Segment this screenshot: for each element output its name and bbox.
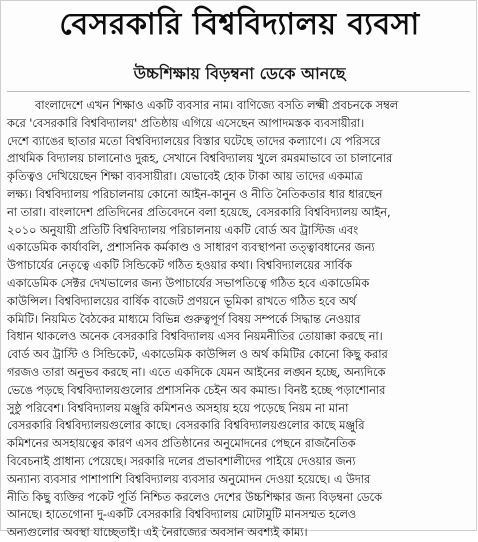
body-line: ভেঙে পড়ছে বিশ্ববিদ্যালয়গুলোর প্রশাসনিক চেইন অব কমান্ড। বিনষ্ট হচ্ছে পড়াশোনার [7, 383, 386, 397]
article-body [7, 97, 472, 540]
body-line: নীতি কিছু ব্যক্তির পকেট পূর্তি নিশ্চিত করলেও দেশের উচ্চশিক্ষার জন্য বিড়ম্বনা ডেকে [7, 490, 382, 504]
body-line: গরজও তারা অনুভব করছে না। এতে একদিকে যেমন আইনের লঙ্ঘন হচ্ছে, অন্যদিকে [7, 365, 386, 379]
body-line: সুষ্ঠু পরিবেশ। বিশ্ববিদ্যালয় মঞ্জুরি কমিশনও অসহায় হয়ে পড়েছে নিয়ম না মানা [7, 401, 349, 415]
body-line: বিবেচনাই প্রাধান্য পেয়েছে। সরকারি দলের প্রভাবশালীদের পাইয়ে দেওয়ার জন্য [7, 454, 356, 468]
body-line: কৃতিত্বও দেখিয়েছেন শিক্ষা ব্যবসায়ীরা। যেভাবেই হোক টাকা আয় তাদের একমাত্র [7, 170, 363, 184]
body-line: না তারা। বাংলাদেশ প্রতিদিনের প্রতিবেদনে বলা হয়েছে, বেসরকারি বিশ্ববিদ্যালয় আইন, [7, 205, 391, 219]
body-line: কমিশনের অসহায়ত্বের কারণ এসব প্রতিষ্ঠানের অনুমোদনের পেছনে রাজনৈতিক [7, 437, 356, 451]
body-line: লক্ষ্য। বিশ্ববিদ্যালয় পরিচালনায় কোনো আইন-কানুন ও নীতি নৈতিকতার ধার ধারছেন [7, 187, 383, 201]
body-line: করে 'বেসরকারি বিশ্ববিদ্যালয়' প্রতিষ্ঠায় এগিয়ে এসেছেন আপাদমস্তক ব্যবসায়ীরা। [7, 116, 365, 130]
body-line: দেশে ব্যাঙের ছাতার মতো বিশ্ববিদ্যালয়ের বিস্তার ঘটেছে তাদের কল্যাণে। যে পরিসরে [7, 134, 381, 148]
subheadline: উচ্চশিক্ষায় বিড়ম্বনা ডেকে আনছে [133, 64, 346, 83]
body-line: বিধান থাকলেও অনেক বেসরকারি বিশ্ববিদ্যালয় এসব নিয়মনীতির তোয়াক্কা করছে না। [7, 330, 383, 344]
body-line: অন্যান্য ব্যবসার পাশাপাশি বিশ্ববিদ্যালয় ব্যবসার অনুমোদন দেওয়া হয়েছে। এ উদার [7, 472, 371, 486]
body-line: বাংলাদেশে এখন শিক্ষাও একটি ব্যবসার নাম। বাণিজ্যে বসতি লক্ষ্মী প্রবচনকে সম্বল [35, 99, 399, 112]
body-line: বোর্ড অব ট্রাস্টি ও সিন্ডিকেট, একাডেমিক কাউন্সিল ও অর্থ কমিটির কোনো কিছু করার [7, 348, 388, 362]
body-line: একাডেমিক সেক্টর দেখভালের জন্য উপাচার্যের সভাপতিত্বে গঠিত হবে একাডেমিক [7, 276, 370, 290]
body-line: প্রাথমিক বিদ্যালয় চালানোও দুরূহ, সেখানে বিশ্ববিদ্যালয় খুলে রমরমাভাবে তা চালানোর [7, 152, 393, 166]
divider [7, 91, 470, 92]
body-line: বেসরকারি বিশ্ববিদ্যালয়গুলোর কাছে। বেসরকারি বিশ্ববিদ্যালয়গুলোর কাছে মঞ্জুরি [7, 419, 365, 433]
body-line: আনছে। হাতেগোনা দু-একটি বেসরকারি বিশ্ববিদ্যালয় মোটামুটি মানসম্মত হলেও [7, 508, 357, 522]
body-line: উপাচার্যের নেতৃত্বে একটি সিন্ডিকেট গঠিত হওয়ার কথা। বিশ্ববিদ্যালয়ের সার্বিক [7, 259, 352, 273]
body-line: কাউন্সিল। বিশ্ববিদ্যালয়ের বার্ষিক বাজেট প্রণয়নে ভূমিকা রাখতে গঠিত হবে অর্থ [7, 294, 357, 308]
headline: বেসরকারি বিশ্ববিদ্যালয় ব্যবসা [59, 7, 420, 42]
body-line: একাডেমিক কার্যাবলি, প্রশাসনিক কর্মকাণ্ড ও সাধারণ ব্যবস্থাপনা তত্ত্বাবধানের জন্য [7, 241, 375, 255]
body-line: অন্যগুলোর অবস্থা যাচ্ছেতাই। এই নৈরাজ্যের অবসান অবশ্যই কাম্য। [7, 526, 308, 540]
body-line: কমিটি। নিয়মিত বৈঠকের মাধ্যমে বিভিন্ন গুরুত্বপূর্ণ বিষয় সম্পর্কে সিদ্ধান্ত নেওয়ার [7, 312, 361, 326]
body-line: ২০১০ অনুযায়ী প্রতিটি বিশ্ববিদ্যালয় পরিচালনায় একটি বোর্ড অব ট্রাস্টিজ এবং [7, 223, 359, 237]
